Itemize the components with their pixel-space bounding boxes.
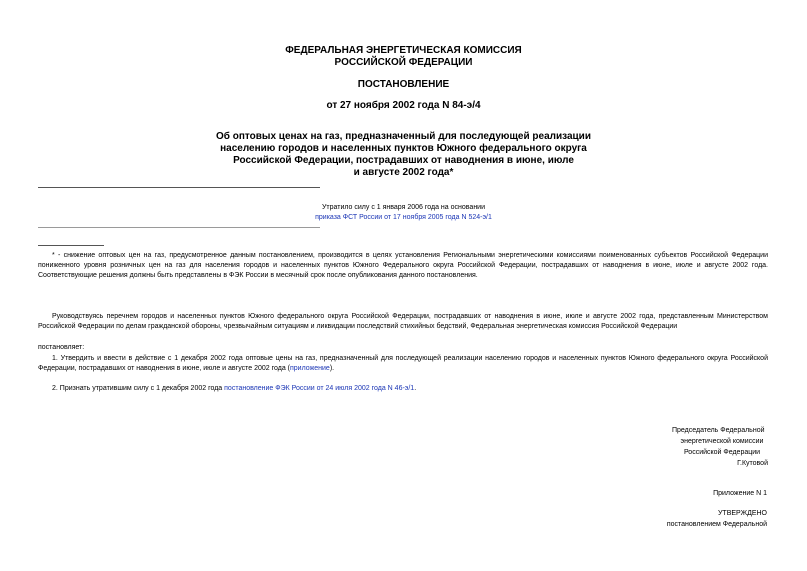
item-1-paragraph [38, 354, 768, 374]
preamble-paragraph: Руководствуясь перечнем городов и населенных пунктов Южного федерального округа Российской Федерации, пострадавших от наводнения в июне, июле и августе 2002 года, представленным Министерством Российской Федерации по делам гражданской обороны, чрезвычайным ситуациям и ликвидации последствий стихийных бедствий, Федеральная энергетическая комиссия Российской Федерации [38, 313, 768, 330]
signatory-title-line1: Председатель Федеральной [672, 427, 765, 434]
repealed-resolution-link[interactable]: постановление ФЭК России от 24 июля 2002 года N 46-э/1 [224, 385, 415, 392]
appendix-label: Приложение N 1 [713, 490, 767, 497]
org-name-line2: РОССИЙСКОЙ ФЕДЕРАЦИИ [334, 57, 473, 68]
org-name-line1: ФЕДЕРАЛЬНАЯ ЭНЕРГЕТИЧЕСКАЯ КОМИССИЯ [285, 45, 522, 56]
document-date-number: от 27 ноября 2002 года N 84-э/4 [326, 100, 481, 111]
signatory-title-line2: энергетической комиссии [680, 438, 764, 445]
status-divider [38, 227, 320, 228]
signatory-title-line3: Российской Федерации [683, 449, 761, 456]
signatory-name: Г.Кутовой [737, 460, 768, 467]
footnote-divider [38, 245, 104, 246]
status-link-wrapper [0, 213, 807, 223]
resolves-text: постановляет: [38, 344, 85, 351]
document-title-line2: населению городов и населенных пунктов Южного федерального округа [220, 143, 587, 154]
item-2-end: . [414, 385, 417, 392]
document-type: ПОСТАНОВЛЕНИЕ [357, 79, 450, 90]
document-title-line1: Об оптовых ценах на газ, предназначенный для последующей реализации [216, 131, 591, 142]
document-title-line4: и августе 2002 года* [353, 167, 454, 178]
status-text: Утратило силу с 1 января 2006 года на основании [321, 204, 486, 211]
item-1-end: ). [329, 365, 335, 372]
appendix-link[interactable]: приложение [290, 365, 330, 372]
footnote-text: * - снижение оптовых цен на газ, предусмотренное данным постановлением, производится в целях установления Региональными энергетическими комиссиями поименованных субъектов Российской Федерации пониженного уровня розничных цен на газ для населения городов и населенных пунктов Южного Федерального округа Российской Федерации, пострадавших от наводнения в июне, июле и августе 2002 года. Соответствующие решения должны быть представлены в ФЭК России в месячный срок после опубликования данного постановления. [38, 252, 768, 279]
title-divider [38, 187, 320, 188]
approved-stamp: УТВЕРЖДЕНО [717, 510, 767, 517]
item-2-text: 2. Признать утратившим силу с 1 декабря 2002 года [52, 385, 225, 392]
item-1-text: 1. Утвердить и ввести в действие с 1 декабря 2002 года оптовые цены на газ, предназначенный для последующей реализации населению городов и населенных пунктов Южного федерального округа Российской Федерации, пострадавших от наводнения в июне, июле и августе 2002 года ( [38, 355, 768, 372]
document-title-line3: Российской Федерации, пострадавших от наводнения в июне, июле [233, 155, 574, 166]
item-2-paragraph [38, 384, 768, 394]
repeal-order-link[interactable]: приказа ФСТ России от 17 ноября 2005 года N 524-э/1 [315, 214, 492, 221]
approved-by: постановлением Федеральной [666, 521, 767, 528]
